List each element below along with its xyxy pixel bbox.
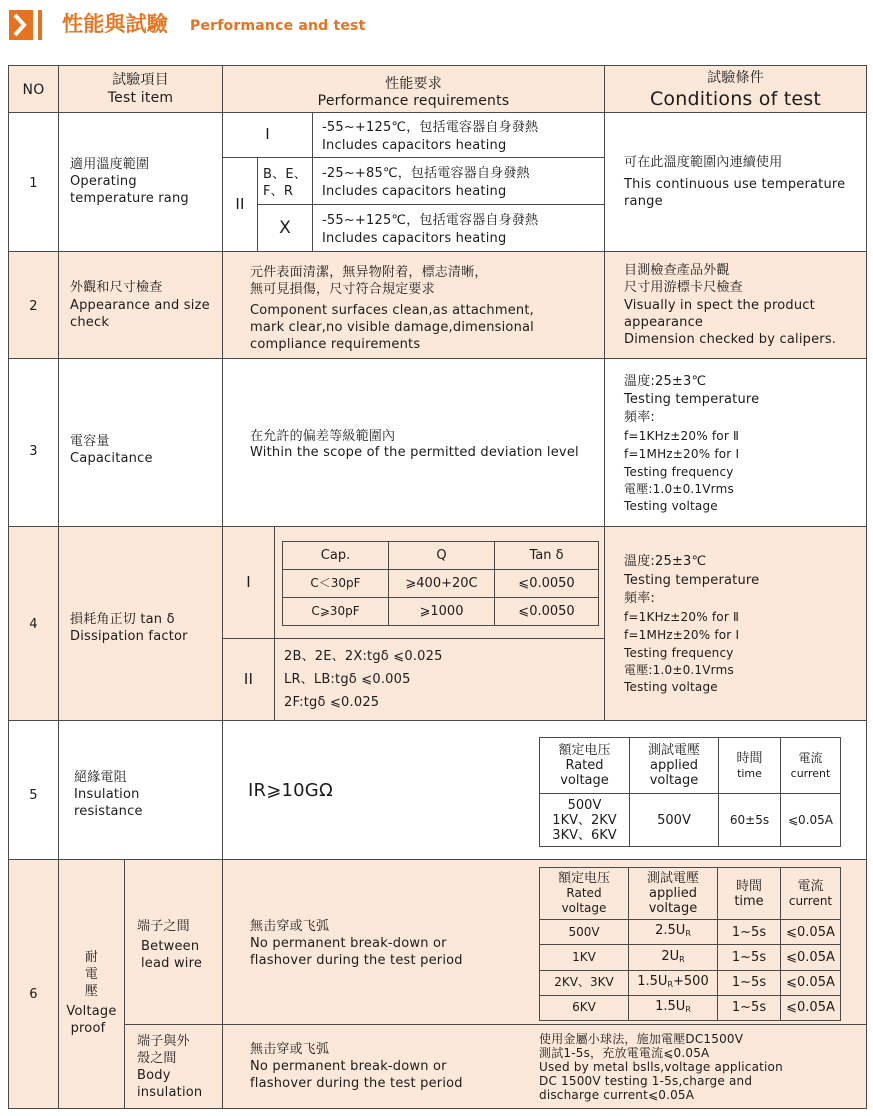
q-cell: ⩾1000 bbox=[389, 598, 495, 626]
tan-cell: ⩽0.0050 bbox=[495, 570, 599, 598]
item-en: proof bbox=[70, 1021, 106, 1036]
cond-text: This continuous use temperature bbox=[624, 177, 846, 192]
section-header bbox=[0, 0, 873, 50]
group-label: F、R bbox=[263, 184, 294, 199]
applied-base: 1.5U bbox=[655, 998, 686, 1014]
applied-base: 2.5U bbox=[655, 923, 686, 939]
time-cell: 1~5s bbox=[718, 970, 781, 995]
cond-text: f=1MHz±20% for Ⅰ bbox=[624, 628, 740, 642]
perf-text: No permanent break-down or bbox=[250, 1059, 447, 1074]
th-time bbox=[718, 868, 781, 920]
time-cell: 60±5s bbox=[719, 794, 781, 847]
th-line: 電流 bbox=[798, 750, 823, 765]
rated-line: 500V bbox=[567, 797, 602, 813]
row-no: 3 bbox=[29, 444, 38, 459]
item-en: Appearance and size bbox=[70, 298, 210, 313]
insulation-table bbox=[539, 737, 841, 847]
th-line: 時間 bbox=[736, 750, 763, 766]
item-cn: 適用溫度範圍 bbox=[70, 157, 150, 172]
th-line: applied bbox=[650, 758, 698, 773]
th-line: 時間 bbox=[735, 878, 762, 894]
applied-cell: 500V bbox=[630, 794, 719, 847]
item-en: Voltage bbox=[66, 1004, 117, 1019]
col-no: NO bbox=[22, 82, 45, 98]
item-en: resistance bbox=[74, 804, 143, 819]
perf-text: 無击穿或飞弧 bbox=[250, 919, 330, 934]
class-label: II bbox=[235, 195, 245, 213]
class-label: I bbox=[246, 573, 251, 591]
col-perf-en: Performance requirements bbox=[317, 93, 510, 109]
th-cap: Cap. bbox=[283, 542, 389, 570]
group-label: X bbox=[279, 218, 291, 238]
perf-text: -55~+125℃，包括電容器自身發熱 bbox=[322, 213, 539, 228]
rated-cell: 500V bbox=[540, 920, 629, 945]
cond-text: 尺寸用游標卡尺檢查 bbox=[624, 280, 743, 295]
perf-text: mark clear,no visible damage,dimensional bbox=[250, 320, 534, 335]
applied-sub: R bbox=[685, 1004, 691, 1014]
th-current bbox=[781, 738, 841, 794]
class-label: I bbox=[265, 125, 270, 143]
voltage-proof-table bbox=[539, 867, 841, 1021]
current-cell: ⩽0.05A bbox=[781, 920, 841, 945]
perf-text: flashover during the test period bbox=[250, 953, 463, 968]
sub-item-en: Between bbox=[141, 939, 200, 954]
cond-text: 可在此溫度範圍內連續使用 bbox=[624, 155, 783, 170]
perf-text: Within the scope of the permitted deviation level bbox=[250, 445, 579, 460]
th-line: 電流 bbox=[797, 878, 824, 894]
insulation-value: IR⩾10GΩ bbox=[248, 780, 333, 801]
perf-text: 無击穿或飞弧 bbox=[250, 1042, 330, 1057]
item-cn: 損耗角正切 tan δ bbox=[70, 612, 175, 627]
th-applied bbox=[629, 868, 718, 920]
time-cell: 1~5s bbox=[718, 995, 781, 1020]
cond-text: 頻率: bbox=[624, 410, 655, 425]
rated-cell: 1KV bbox=[540, 945, 629, 970]
perf-text: Includes capacitors heating bbox=[322, 231, 507, 246]
col-item-en: Test item bbox=[107, 90, 174, 106]
th-line: applied bbox=[649, 886, 697, 902]
th-line: Rated bbox=[565, 758, 604, 773]
time-cell: 1~5s bbox=[718, 945, 781, 970]
th-line: voltage bbox=[561, 901, 607, 916]
col-cond-en: Conditions of test bbox=[649, 88, 822, 110]
applied-cell bbox=[629, 995, 718, 1020]
rated-line: 3KV、6KV bbox=[552, 827, 617, 843]
th-tan: Tan δ bbox=[495, 542, 599, 570]
item-cn: 電容量 bbox=[70, 434, 110, 449]
tan-cell: ⩽0.0050 bbox=[495, 598, 599, 626]
cond-text: f=1KHz±20% for Ⅱ bbox=[624, 610, 740, 624]
cap-cell: C⩾30pF bbox=[283, 598, 389, 626]
item-cn: 絕緣電阻 bbox=[74, 770, 127, 785]
th-line: current bbox=[790, 766, 831, 780]
item-en: Capacitance bbox=[70, 451, 153, 466]
class-label: II bbox=[243, 670, 254, 688]
rated-line: 1KV、2KV bbox=[552, 812, 617, 828]
th-line: voltage bbox=[649, 773, 699, 788]
cond-text: appearance bbox=[624, 315, 704, 330]
cond-text: 頻率: bbox=[624, 591, 655, 606]
perf-text: -55~+125℃，包括電容器自身發熱 bbox=[322, 120, 539, 135]
applied-suffix: +500 bbox=[673, 973, 709, 989]
rated-cell: 6KV bbox=[540, 995, 629, 1020]
th-line: current bbox=[788, 893, 833, 908]
perf-text: LR、LB:tgδ ⩽0.005 bbox=[284, 672, 411, 687]
perf-text: compliance requirements bbox=[250, 337, 421, 352]
perf-text: 在允許的偏差等級範圍內 bbox=[250, 429, 396, 444]
applied-sub: R bbox=[685, 929, 691, 939]
cond-text: Visually in spect the product bbox=[624, 298, 815, 313]
col-perf-cn: 性能要求 bbox=[385, 76, 442, 92]
cond-text: 目測檢查產品外觀 bbox=[624, 263, 730, 278]
th-line: 測試電壓 bbox=[646, 871, 699, 887]
col-item-cn: 試驗項目 bbox=[112, 72, 169, 88]
section-title-en: Performance and test bbox=[190, 18, 366, 34]
th-line: 測試電壓 bbox=[647, 743, 700, 758]
cond-text: 測試1-5s，充放電電流⩽0.05A bbox=[539, 1046, 710, 1060]
perf-text: 2F:tgδ ⩽0.025 bbox=[284, 695, 380, 710]
perf-text: flashover during the test period bbox=[250, 1076, 463, 1091]
sub-item-cn: 端子與外 bbox=[137, 1034, 190, 1049]
applied-cell bbox=[629, 920, 718, 945]
cond-text: 電壓:1.0±0.1Vrms bbox=[624, 663, 734, 677]
item-en: temperature rang bbox=[70, 191, 189, 206]
th-applied bbox=[630, 738, 719, 794]
applied-base: 2U bbox=[661, 948, 680, 964]
current-cell: ⩽0.05A bbox=[781, 970, 841, 995]
time-cell: 1~5s bbox=[718, 920, 781, 945]
item-cn: 外觀和尺寸檢查 bbox=[70, 280, 163, 295]
cond-text: 溫度:25±3℃ bbox=[624, 374, 707, 389]
th-line: 額定电压 bbox=[557, 871, 610, 887]
perf-text: No permanent break-down or bbox=[250, 936, 447, 951]
cond-text: 使用金屬小球法，施加電壓DC1500V bbox=[539, 1032, 744, 1046]
cond-text: f=1MHz±20% for Ⅰ bbox=[624, 447, 740, 461]
chevron-right-icon bbox=[9, 10, 33, 40]
current-cell: ⩽0.05A bbox=[781, 794, 841, 847]
th-rated bbox=[540, 868, 629, 920]
row-no: 5 bbox=[29, 788, 38, 803]
item-en: Operating bbox=[70, 174, 137, 189]
th-rated bbox=[540, 738, 630, 794]
perf-text: Includes capacitors heating bbox=[322, 184, 507, 199]
row-no: 2 bbox=[29, 299, 38, 314]
cond-text: Testing temperature bbox=[624, 392, 760, 407]
cond-text: Testing temperature bbox=[624, 573, 760, 588]
item-en: Dissipation factor bbox=[70, 629, 188, 644]
th-q: Q bbox=[389, 542, 495, 570]
perf-text: Includes capacitors heating bbox=[322, 138, 507, 153]
cond-text: Testing voltage bbox=[624, 499, 718, 513]
group-label: B、E、 bbox=[263, 167, 307, 182]
row-no: 4 bbox=[29, 617, 38, 632]
cond-text: 溫度:25±3℃ bbox=[624, 554, 707, 569]
col-cond-cn: 試驗條件 bbox=[707, 70, 764, 86]
cond-text: Testing frequency bbox=[624, 646, 734, 660]
perf-text: 無可見損傷，尺寸符合規定要求 bbox=[250, 282, 435, 297]
q-tan-table bbox=[282, 541, 599, 626]
current-cell: ⩽0.05A bbox=[781, 995, 841, 1020]
sub-item-en: lead wire bbox=[141, 956, 203, 971]
row-no: 1 bbox=[29, 176, 38, 191]
sub-item-en: Body bbox=[137, 1068, 171, 1083]
th-time bbox=[719, 738, 781, 794]
cond-text: Testing voltage bbox=[624, 680, 718, 694]
applied-cell bbox=[629, 945, 718, 970]
perf-text: -25~+85℃，包括電容器自身發熱 bbox=[322, 166, 530, 181]
item-cn: 耐 bbox=[84, 950, 99, 965]
cond-text: range bbox=[624, 194, 663, 209]
rated-cell bbox=[540, 794, 630, 847]
applied-base: 1.5U bbox=[637, 973, 668, 989]
item-en: check bbox=[70, 315, 110, 330]
q-cell: ⩾400+20C bbox=[389, 570, 495, 598]
perf-text: 2B、2E、2X:tgδ ⩽0.025 bbox=[284, 649, 443, 664]
th-line: voltage bbox=[648, 901, 698, 917]
th-line: Rated bbox=[566, 886, 602, 901]
row-no: 6 bbox=[29, 987, 38, 1002]
section-title-cn: 性能與試驗 bbox=[62, 12, 168, 36]
applied-cell bbox=[629, 970, 718, 995]
th-line: voltage bbox=[560, 773, 609, 788]
cond-text: Used by metal bslls,voltage application bbox=[539, 1060, 783, 1074]
cond-text: 電壓:1.0±0.1Vrms bbox=[624, 482, 734, 496]
cond-text: Testing frequency bbox=[624, 465, 734, 479]
th-line: 額定电压 bbox=[558, 743, 611, 758]
item-cn: 電 bbox=[84, 967, 99, 982]
th-current bbox=[781, 868, 841, 920]
cap-cell: C＜30pF bbox=[283, 570, 389, 598]
rated-cell: 2KV、3KV bbox=[540, 970, 629, 995]
perf-text: 元件表面清潔，無异物附着，標志清晰， bbox=[250, 265, 488, 280]
applied-sub: R bbox=[679, 954, 685, 964]
th-line: time bbox=[734, 893, 764, 909]
sub-item-cn: 端子之間 bbox=[137, 919, 190, 934]
cond-text: Dimension checked by calipers. bbox=[624, 332, 837, 347]
item-en: Insulation bbox=[74, 787, 140, 802]
th-line: time bbox=[737, 766, 762, 780]
cond-text: f=1KHz±20% for Ⅱ bbox=[624, 429, 740, 443]
current-cell: ⩽0.05A bbox=[781, 945, 841, 970]
perf-text: Component surfaces clean,as attachment, bbox=[250, 303, 534, 318]
cond-text: DC 1500V testing 1-5s,charge and bbox=[539, 1074, 753, 1088]
item-cn: 壓 bbox=[84, 984, 99, 999]
cond-text: discharge current⩽0.05A bbox=[539, 1088, 695, 1102]
sub-item-cn: 殼之間 bbox=[137, 1051, 177, 1066]
applied-sub: R bbox=[667, 979, 674, 989]
sub-item-en: insulation bbox=[137, 1085, 203, 1100]
